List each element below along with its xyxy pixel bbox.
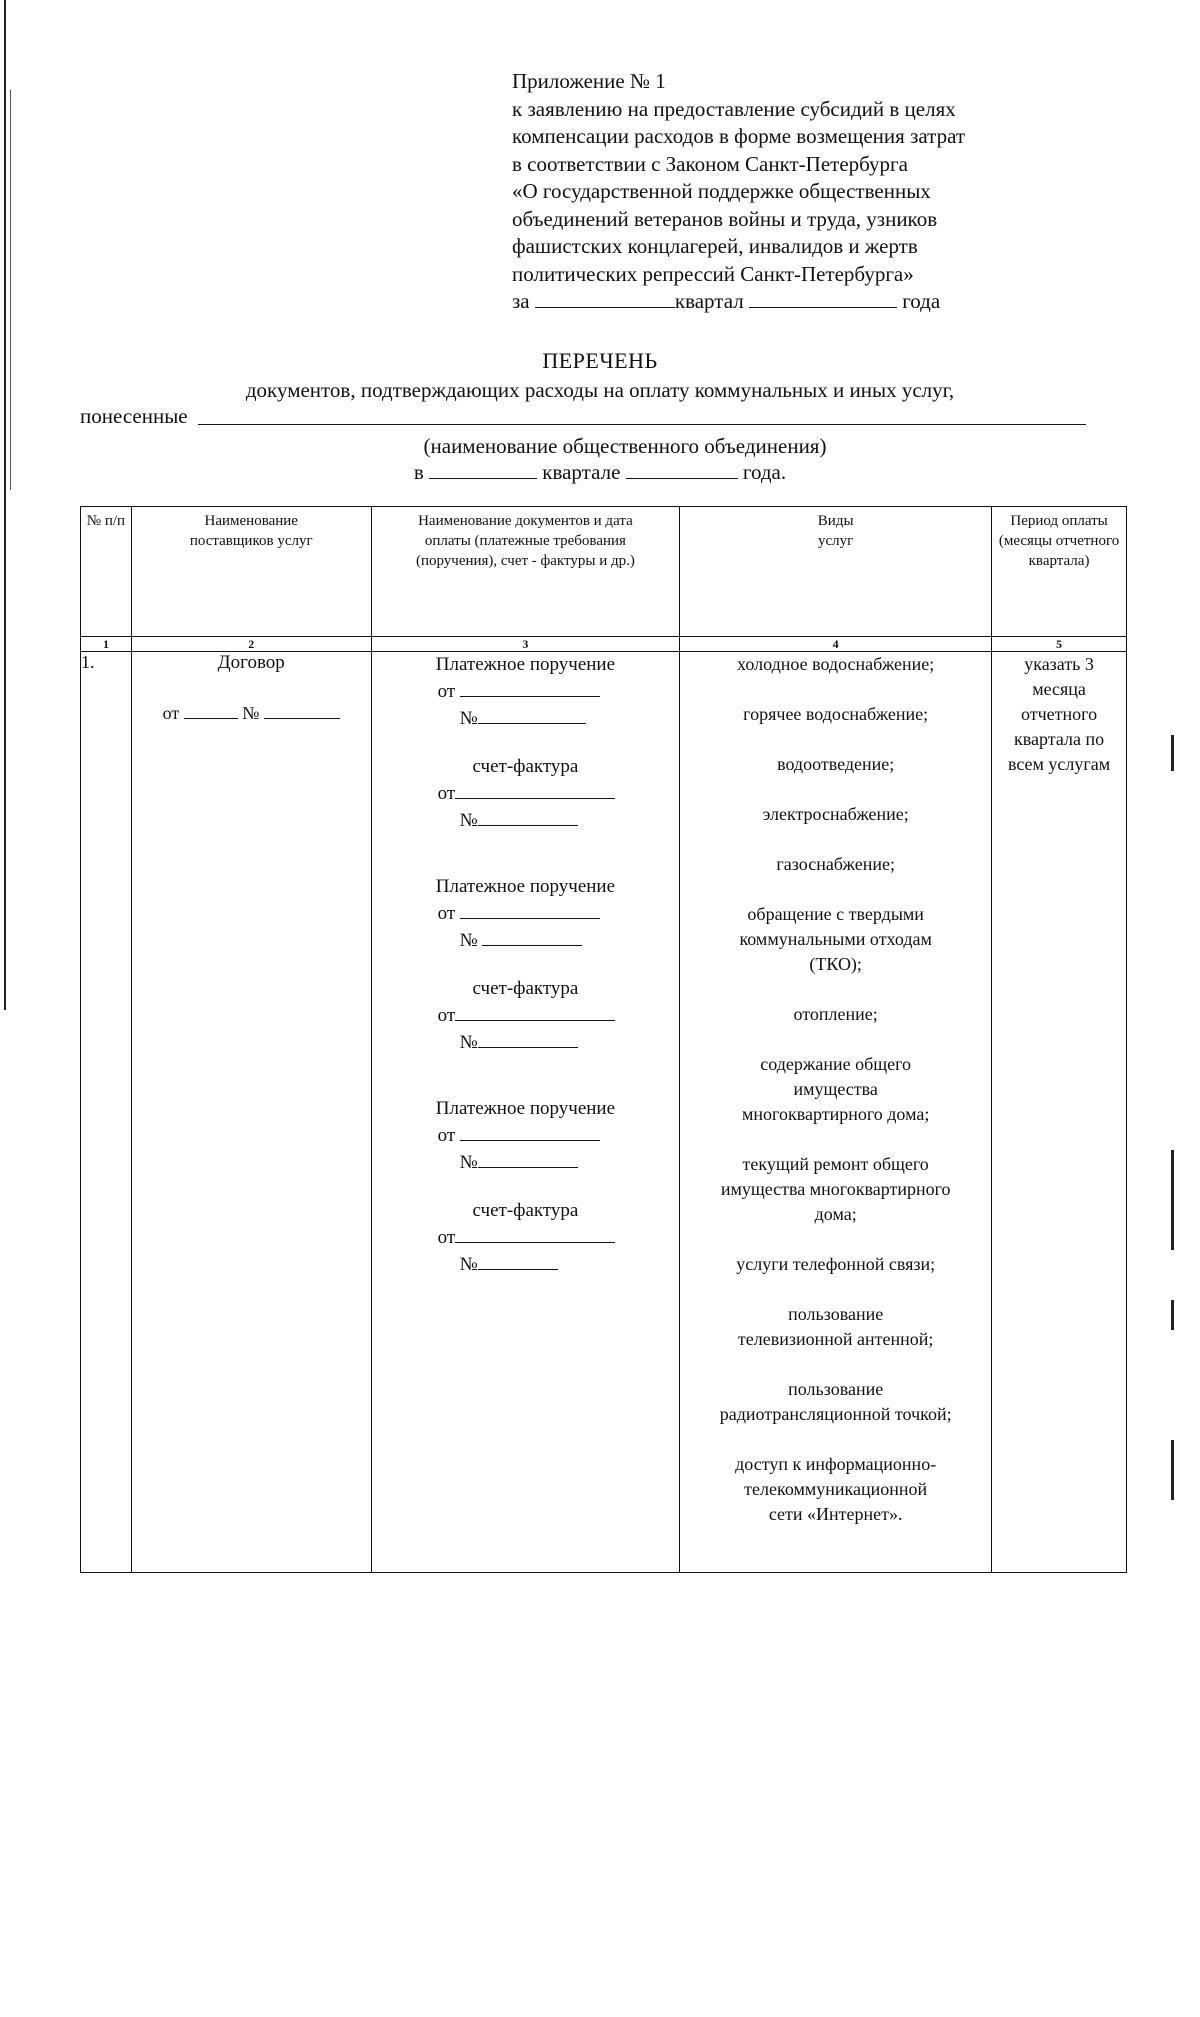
document-subtitle: документов, подтверждающих расходы на оплату коммунальных и иных услуг, (245, 378, 955, 402)
contract-label: Договор (217, 652, 285, 673)
column-number: 2 (131, 637, 371, 652)
services-cell (680, 652, 992, 1573)
service-item: отопление; (793, 1004, 878, 1024)
document-date-blank[interactable] (455, 1002, 615, 1021)
incurred-line: понесенные (80, 404, 188, 429)
period-cell (992, 652, 1127, 1573)
document-number-blank[interactable] (478, 705, 586, 724)
quarter-line: в квартале года. (413, 460, 787, 484)
header-cell: Наименование документов и дата оплаты (платежные требования (поручения), счет - фактуры и др.) (371, 507, 680, 637)
contract-date-line: от № (132, 700, 371, 724)
service-item: газоснабжение; (776, 854, 895, 874)
column-number-row (81, 637, 1127, 652)
scan-mark-right (1171, 1440, 1174, 1500)
document-date-blank[interactable] (460, 1122, 600, 1141)
document-number-blank[interactable] (482, 927, 582, 946)
service-item: обращение с твердыми коммунальными отходам (ТКО); (739, 904, 932, 974)
scan-edge-left (4, 0, 6, 1010)
service-item: горячее водоснабжение; (743, 704, 929, 724)
document-title: ПЕРЕЧЕНЬ (542, 348, 658, 373)
document-number-blank[interactable] (478, 807, 578, 826)
quarter-blank[interactable] (429, 460, 537, 479)
column-number: 1 (81, 637, 132, 652)
header-cell: Наименование поставщиков услуг (131, 507, 371, 637)
header-cell: № п/п (81, 507, 132, 637)
appendix-line: Приложение № 1 (512, 69, 666, 93)
table-header-row (81, 507, 1127, 637)
document-number-blank[interactable] (478, 1149, 578, 1168)
document-block: Платежное поручение от № (435, 876, 616, 951)
document-block: Платежное поручение от № (435, 1098, 616, 1173)
header-cell: Виды услуг (680, 507, 992, 637)
column-number: 3 (371, 637, 680, 652)
appendix-line: компенсации расходов в форме возмещения затрат (512, 124, 966, 148)
appendix-line: в соответствии с Законом Санкт-Петербурга (512, 151, 908, 176)
document-block: Платежное поручение от № (435, 654, 616, 729)
service-item: доступ к информационно-телекоммуникационной сети «Интернет». (735, 1454, 937, 1524)
scan-mark-right (1171, 1300, 1174, 1330)
appendix-period-line: за квартал года (512, 289, 941, 313)
document-date-blank[interactable] (460, 678, 600, 697)
column-number: 4 (680, 637, 992, 652)
service-item: пользование радиотрансляционной точкой; (719, 1379, 952, 1424)
expense-documents-table (80, 506, 1127, 1573)
appendix-line: политических репрессий Санкт-Петербурга» (512, 261, 914, 286)
scan-mark-right (1171, 1150, 1174, 1250)
document-block: счет-фактура от № (372, 1198, 680, 1278)
period-text: указать 3 месяца отчетного квартала по всем услугам (1007, 654, 1111, 774)
column-number: 5 (992, 637, 1127, 652)
appendix-line: к заявлению на предоставление субсидий в целях (512, 96, 956, 121)
document-block: счет-фактура от № (372, 754, 680, 834)
appendix-line: «О государственной поддержке общественных (512, 179, 931, 203)
document-number-blank[interactable] (478, 1251, 558, 1270)
contract-number-blank[interactable] (264, 700, 340, 719)
document-date-blank[interactable] (455, 1224, 615, 1243)
document-date-blank[interactable] (460, 900, 600, 919)
service-item: пользование телевизионной антенной; (737, 1304, 934, 1349)
document-block: счет-фактура от № (372, 976, 680, 1056)
quarter-blank[interactable] (535, 289, 675, 308)
appendix-header (512, 68, 1072, 316)
service-item: текущий ремонт общего имущества многоквартирного дома; (720, 1154, 951, 1224)
header-cell: Период оплаты (месяцы отчетного квартала) (992, 507, 1127, 637)
table-row (81, 652, 1127, 1573)
service-item: водоотведение; (777, 754, 895, 774)
supplier-cell (131, 652, 371, 1573)
year-blank[interactable] (626, 460, 738, 479)
documents-cell (371, 652, 680, 1573)
appendix-line: фашистских концлагерей, инвалидов и жертв (512, 234, 918, 258)
document-number-blank[interactable] (478, 1029, 578, 1048)
organization-caption: (наименование общественного объединения) (423, 434, 827, 458)
scan-edge-left-inner (10, 90, 11, 490)
appendix-line: объединений ветеранов войны и труда, узников (512, 206, 938, 231)
scan-mark-right (1171, 735, 1174, 771)
document-date-blank[interactable] (455, 780, 615, 799)
row-number: 1. (81, 652, 132, 1573)
organization-name-blank[interactable] (198, 424, 1086, 425)
service-item: электроснабжение; (762, 804, 909, 824)
service-item: услуги телефонной связи; (736, 1254, 936, 1274)
service-item: содержание общего имущества многоквартирного дома; (741, 1054, 930, 1124)
service-item: холодное водоснабжение; (737, 654, 935, 674)
year-blank[interactable] (749, 289, 897, 308)
contract-date-blank[interactable] (184, 700, 238, 719)
